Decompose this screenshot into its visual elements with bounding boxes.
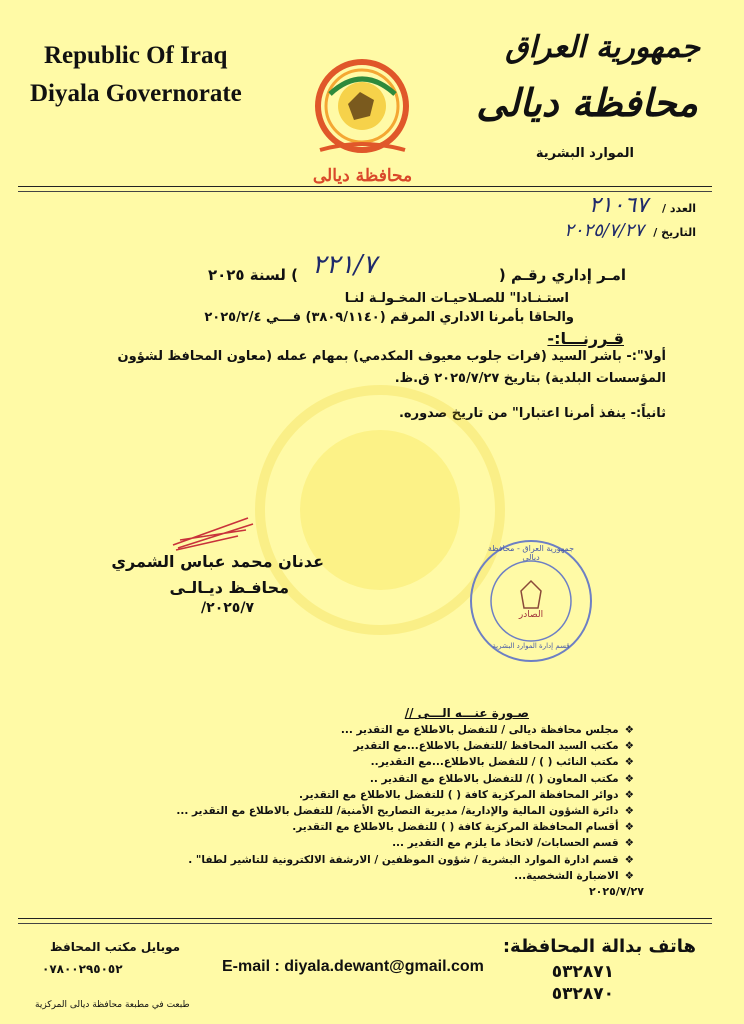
bullet-icon: ❖: [624, 788, 634, 801]
cc-item-text: مكتب السيد المحافظ /للتفضل بالاطلاع...مع التقدير: [353, 740, 619, 753]
header-ar-department: الموارد البشرية: [535, 146, 634, 161]
bullet-icon: ❖: [624, 772, 634, 785]
cc-item-text: قسم ادارة الموارد البشرية / شؤون الموظفين / الارشفة الالكترونية للتاشير لطفا" .: [188, 853, 619, 866]
ref-date-label: التاريخ /: [653, 226, 696, 239]
signature-scribble: [168, 510, 258, 555]
decision-item-1: أولا":- باشر السيد (فرات جلوب معيوف المكدمي) بمهام عمله (معاون المحافظ لشؤون المؤسسات البلدية) بتاريخ ٢٠٢٥/٧/٢٧ ق.ظ.: [117, 349, 666, 386]
footer-mobile-value: ٠٧٨٠٠٢٩٥٠٥٢: [42, 962, 123, 976]
official-stamp: [466, 536, 596, 666]
bullet-icon: ❖: [624, 853, 634, 866]
bullet-icon: ❖: [624, 821, 634, 834]
header-divider: [18, 186, 712, 187]
header-ar-republic: جمهورية العراق: [505, 30, 700, 65]
bullet-icon: ❖: [624, 740, 634, 753]
bullet-icon: ❖: [624, 869, 634, 882]
bullet-icon: ❖: [624, 724, 634, 736]
stamp-bottom-text: قسم إدارة الموارد البشرية: [492, 642, 570, 650]
footer-email[interactable]: E-mail : diyala.dewant@gmail.com: [222, 958, 484, 975]
cc-list-item: [74, 773, 634, 785]
cc-list-item: [74, 756, 634, 768]
header-divider-thin: [18, 191, 712, 192]
footer-mobile-label: موبايل مكتب المحافظ: [50, 940, 181, 954]
cc-item-text: دائرة الشؤون المالية والإدارية/ مديرية التصاريح الأمنية/ للتفضل بالاطلاع مع التقدير ...: [176, 805, 619, 817]
cc-list-item: [74, 805, 634, 817]
footer-printer-note: طبعت في مطبعة محافظة ديالى المركزية: [35, 1000, 190, 1010]
cc-item-text: مكتب المعاون ( )/ للتفضل بالاطلاع مع التقدير ..: [369, 772, 619, 785]
cc-item-text: مكتب النائب ( ) / للتفضل بالاطلاع...مع التقدير..: [370, 756, 619, 769]
footer-divider: [18, 918, 712, 919]
order-title: امـر إداري رقـم (: [498, 266, 626, 284]
header-en-line1: Republic Of Iraq: [44, 42, 228, 69]
cc-list-item: [74, 789, 634, 801]
cc-list-item: [74, 740, 634, 752]
footer-phone-2: ٥٣٢٨٧٠: [551, 984, 614, 1004]
cc-item-text: مجلس محافظة ديالى / للتفضل بالاطلاع مع التقدير ...: [340, 724, 619, 736]
bullet-icon: ❖: [624, 805, 634, 817]
header-ar-governorate: محافظة ديالى: [476, 80, 698, 125]
logo-text: محافظة ديالى: [312, 166, 413, 186]
signatory-name: عدنان محمد عباس الشمري: [111, 552, 324, 571]
bullet-icon: ❖: [624, 837, 634, 850]
cc-list-item: [74, 821, 634, 833]
authority-line: استـنـادا" للصـلاحيـات المخـولـة لنـا: [344, 291, 569, 306]
stamp-inner-text: الصادر: [518, 610, 544, 620]
reference-line: والحاقا بأمرنا الاداري المرقم (٣٨٠٩/١١٤٠) فـــي ٢٠٢٥/٢/٤: [204, 310, 574, 325]
signatory-title: محافـظ ديـالـى: [169, 578, 289, 597]
bullet-icon: ❖: [624, 756, 634, 769]
cc-item-text: قسم الحسابات/ لاتخاذ ما يلزم مع التقدير ...: [392, 837, 619, 850]
ref-number-value: ٢١٠٦٧: [588, 193, 648, 218]
footer-divider-thin: [18, 923, 712, 924]
cc-list-item: [74, 837, 634, 849]
cc-item-text: دوائر المحافظة المركزية كافة ( ) للتفضل بالاطلاع مع التقدير.: [299, 788, 619, 801]
decision-heading: قـررنـــا:-: [547, 329, 624, 348]
header-en-line2: Diyala Governorate: [30, 80, 242, 107]
cc-list-item: [74, 870, 634, 882]
signature-date: ٢٠٢٥/٧/: [201, 600, 254, 616]
cc-heading: صـورة عنـــه الـــى //: [404, 706, 529, 720]
ref-number-label: العدد /: [662, 202, 696, 215]
cc-list-item: [74, 724, 634, 736]
order-number-handwritten: ٢٢١/٧: [312, 250, 377, 280]
stamp-outer-text: جمهورية العراق - محافظة ديالى: [487, 544, 575, 562]
ref-date-value: ٢٠٢٥/٧/٢٧: [564, 220, 644, 241]
footer-phone-label: هاتف بدالة المحافظة:: [502, 936, 696, 957]
cc-item-text: أقسام المحافظة المركزية كافة ( ) للتفضل بالاطلاع مع التقدير.: [292, 821, 619, 834]
footer-phone-1: ٥٣٢٨٧١: [551, 962, 614, 982]
governorate-logo: [300, 54, 425, 194]
decision-item-2: ثانياً:- ينفذ أمرنا اعتبارا" من تاريخ صدوره.: [398, 406, 666, 421]
cc-item-text: الاضبارة الشخصية...: [514, 869, 619, 882]
signature-icon: [168, 510, 258, 555]
order-year: ) لسنة ٢٠٢٥: [207, 266, 298, 284]
cc-date: ٢٠٢٥/٧/٢٧: [588, 885, 644, 898]
cc-list-item: [74, 854, 634, 866]
